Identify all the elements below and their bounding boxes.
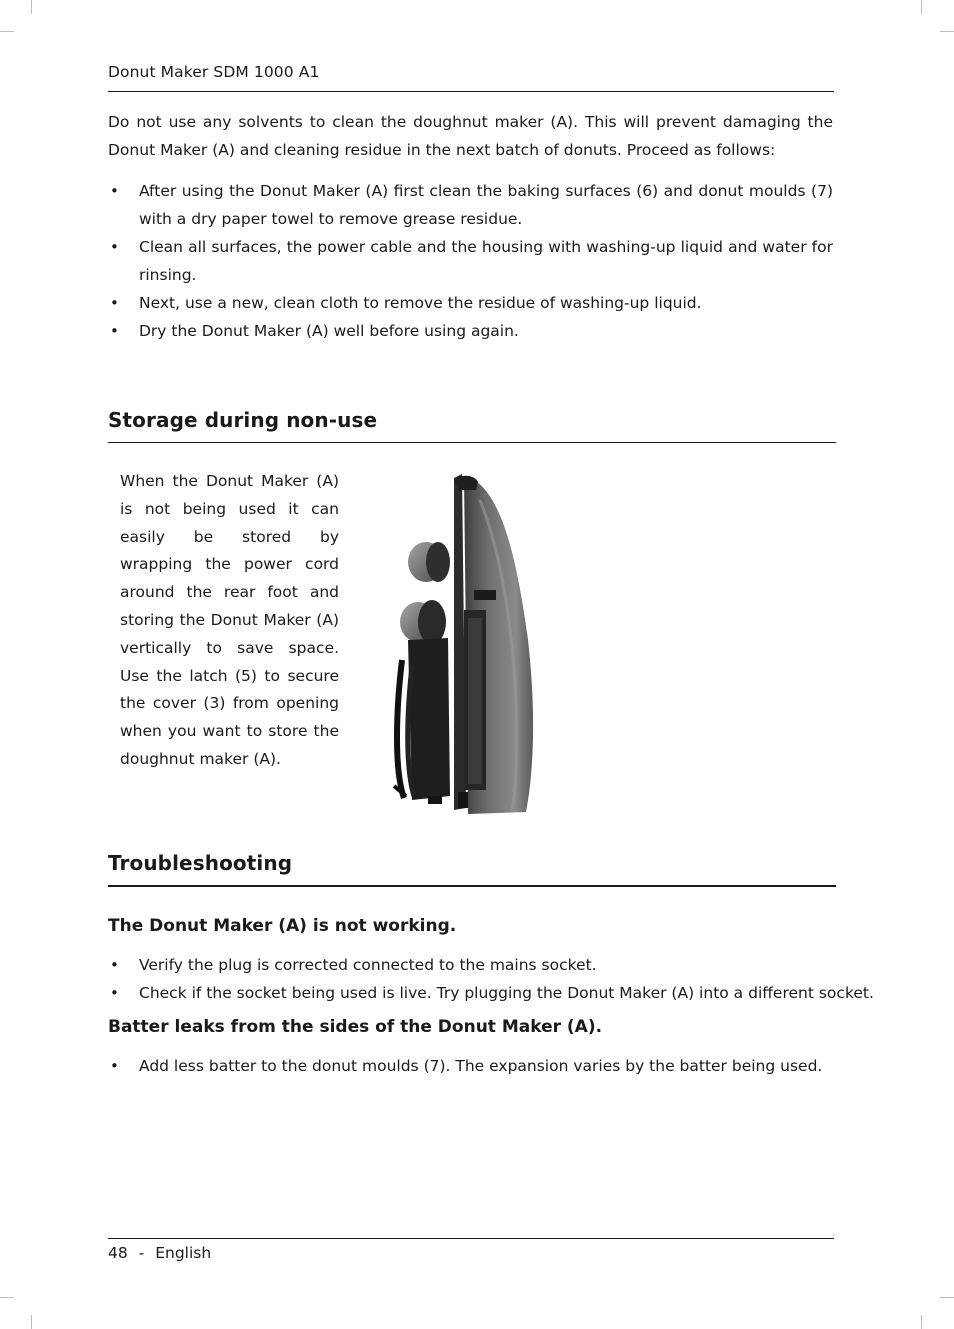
- crop-mark: [921, 1315, 922, 1329]
- list-item-text: Check if the socket being used is live. Try plugging the Donut Maker (A) into a different socket.: [139, 984, 874, 1002]
- troubleshooting-heading-rule: [108, 885, 836, 887]
- list-item: [108, 233, 833, 289]
- bullet-icon: •: [110, 182, 119, 200]
- list-item: [108, 289, 833, 317]
- issue-batter-leaks-list: [108, 1052, 833, 1080]
- crop-mark: [31, 1315, 32, 1329]
- list-item-text: Verify the plug is corrected connected to the mains socket.: [139, 956, 597, 974]
- bullet-icon: •: [110, 1057, 119, 1075]
- crop-mark: [921, 0, 922, 14]
- donut-maker-upright-image: [388, 470, 538, 818]
- list-item-text: After using the Donut Maker (A) first clean the baking surfaces (6) and donut moulds (7) with a dry paper towel to remove grease residue.: [139, 182, 833, 228]
- troubleshooting-heading: Troubleshooting: [108, 851, 293, 875]
- footer-language: English: [155, 1244, 212, 1262]
- list-item: [108, 177, 833, 233]
- crop-mark: [31, 0, 32, 14]
- cleaning-bullet-list: [108, 177, 833, 345]
- bullet-icon: •: [110, 956, 119, 974]
- list-item: [108, 1052, 833, 1080]
- list-item-text: Next, use a new, clean cloth to remove the residue of washing-up liquid.: [139, 294, 702, 312]
- list-item-text: Clean all surfaces, the power cable and the housing with washing-up liquid and water for rinsing.: [139, 238, 833, 284]
- issue-batter-leaks-title: Batter leaks from the sides of the Donut Maker (A).: [108, 1017, 603, 1037]
- page-header-title: Donut Maker SDM 1000 A1: [108, 63, 320, 81]
- issue-not-working-list: [108, 951, 874, 1007]
- footer-rule: [108, 1238, 834, 1239]
- storage-heading: Storage during non-use: [108, 408, 378, 432]
- storage-heading-rule: [108, 442, 836, 443]
- bullet-icon: •: [110, 238, 119, 256]
- page-number: 48: [108, 1244, 128, 1262]
- bullet-icon: •: [110, 984, 119, 1002]
- issue-not-working-title: The Donut Maker (A) is not working.: [108, 916, 457, 936]
- crop-mark: [0, 31, 14, 32]
- list-item: [108, 979, 874, 1007]
- list-item-text: Add less batter to the donut moulds (7). The expansion varies by the batter being used.: [139, 1057, 823, 1075]
- storage-description: When the Donut Maker (A) is not being used it can easily be stored by wrapping the power cord around the rear foot and storing the Donut Maker (A) vertically to save space. Use the latch (5) to secure the cover (3) from opening when you want to store the doughnut maker (A).: [120, 472, 339, 768]
- list-item: [108, 317, 833, 345]
- list-item: [108, 951, 833, 979]
- page-footer: [108, 1244, 211, 1262]
- list-item-text: Dry the Donut Maker (A) well before using again.: [139, 322, 519, 340]
- header-rule: [108, 91, 834, 92]
- bullet-icon: •: [110, 322, 119, 340]
- crop-mark: [0, 1297, 14, 1298]
- bullet-icon: •: [110, 294, 119, 312]
- crop-mark: [940, 1297, 954, 1298]
- cleaning-intro: Do not use any solvents to clean the doughnut maker (A). This will prevent damaging the Donut Maker (A) and cleaning residue in the next batch of donuts. Proceed as follows:: [108, 113, 833, 159]
- footer-separator: -: [138, 1244, 145, 1262]
- crop-mark: [940, 31, 954, 32]
